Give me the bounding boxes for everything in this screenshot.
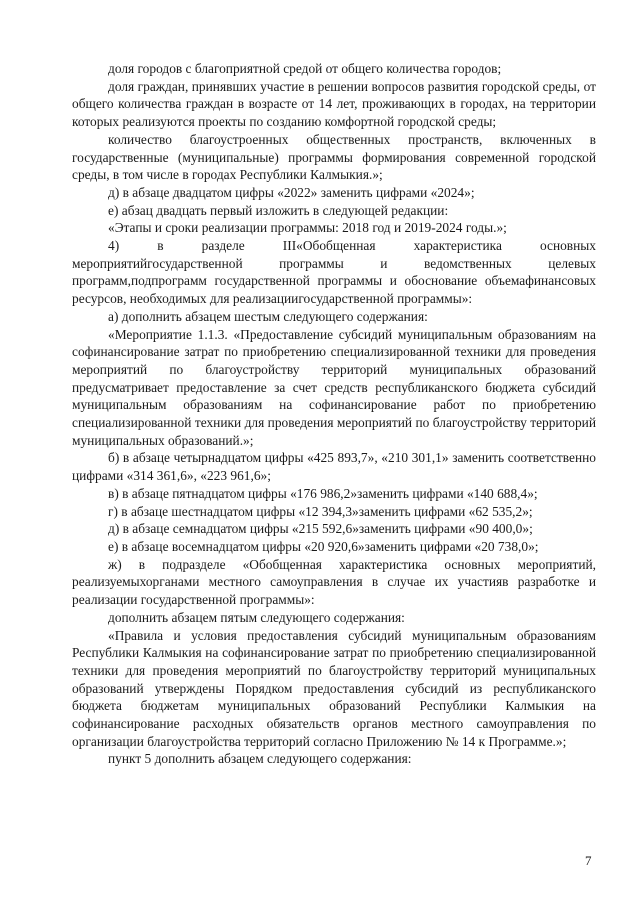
paragraph: «Мероприятие 1.1.3. «Предоставление субсидий муниципальным образованиям на софинансирование затрат по приобретению специализированной техники для проведения мероприятий по благоустройству территорий муниципальных образований предусматривает предоставление за счет средств республиканского бюджета субсидий муниципальным образованиям на софинансирование работ по приобретению специализированной техники для проведения мероприятий по благоустройству территорий муниципальных образований.»;: [72, 326, 596, 448]
paragraph: а) дополнить абзацем шестым следующего содержания:: [108, 308, 428, 324]
paragraph: дополнить абзацем пятым следующего содержания:: [108, 609, 405, 625]
page-number: 7: [585, 853, 592, 868]
paragraph: доля городов с благоприятной средой от общего количества городов;: [108, 61, 502, 76]
paragraph: количество благоустроенных общественных пространств, включенных в государственные (муниципальные) программы формирования современной городской среды, в том числе в городах Республики Калмыкия.»;: [72, 131, 596, 183]
paragraph: «Правила и условия предоставления субсидий муниципальным образованиям Республики Калмыкия на софинансирование затрат по приобретению специализированной техники для проведения мероприятий по благоустройству территорий муниципальных образований утверждены Порядком предоставления субсидий из республиканского бюджета бюджетам муниципальных образований Республики Калмыкия на софинансирование расходных обязательств органов местного самоуправления по организации благоустройства территорий согласно Приложению № 14 к Программе.»;: [72, 627, 596, 749]
paragraph: пункт 5 дополнить абзацем следующего содержания:: [108, 751, 412, 767]
paragraph: 4) в разделе III«Обобщенная характеристика основных мероприятийгосударственной программы и ведомственных целевых программ,подпрограмм государственной программы и обоснование объемафинансовых ресурсов, необходимых для реализациигосударственной программы»:: [72, 238, 596, 307]
paragraph: б) в абзаце четырнадцатом цифры «425 893,7», «210 301,1» заменить соответственно цифрами «314 361,6», «223 961,6»;: [72, 450, 596, 484]
paragraph: доля граждан, принявших участие в решении вопросов развития городской среды, от общего количества граждан в возрасте от 14 лет, проживающих в городах, на территории которых реализуются проекты по созданию комфортной городской среды;: [72, 78, 596, 130]
paragraph: е) абзац двадцать первый изложить в следующей редакции:: [108, 202, 449, 218]
paragraph: в) в абзаце пятнадцатом цифры «176 986,2»заменить цифрами «140 688,4»;: [108, 485, 538, 501]
paragraph: е) в абзаце восемнадцатом цифры «20 920,6»заменить цифрами «20 738,0»;: [108, 538, 539, 554]
paragraph: «Этапы и сроки реализации программы: 2018 год и 2019-2024 годы.»;: [108, 220, 507, 236]
document-body: [72, 60, 596, 768]
paragraph: ж) в подразделе «Обобщенная характеристика основных мероприятий, реализуемыхорганами местного самоуправления в случае их участияв разработке и реализации государственной программы»:: [72, 556, 596, 608]
paragraph: д) в абзаце двадцатом цифры «2022» заменить цифрами «2024»;: [108, 184, 475, 200]
paragraph: г) в абзаце шестнадцатом цифры «12 394,3»заменить цифрами «62 535,2»;: [108, 503, 533, 519]
paragraph: д) в абзаце семнадцатом цифры «215 592,6»заменить цифрами «90 400,0»;: [108, 521, 533, 537]
